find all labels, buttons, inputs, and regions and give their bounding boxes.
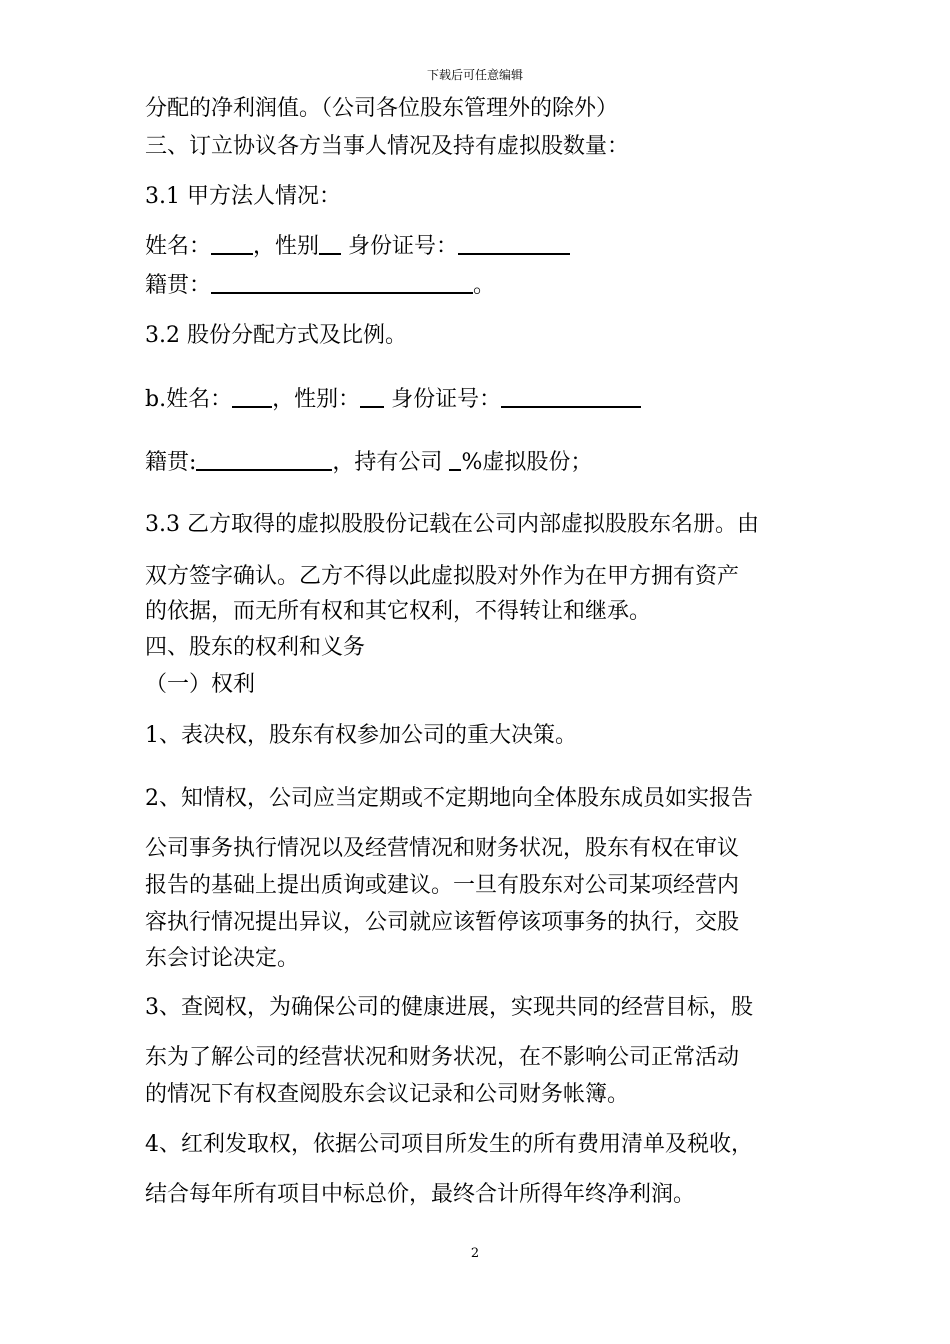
- page-number: 2: [470, 1246, 480, 1261]
- percent-blank: [449, 447, 461, 471]
- id-blank: [501, 384, 641, 408]
- subsection-heading: 3.2 股份分配方式及比例。: [145, 323, 407, 348]
- section-heading: 三、订立协议各方当事人情况及持有虚拟股数量：: [145, 134, 630, 159]
- form-b-row-2: [145, 447, 592, 478]
- text-line: 3.3 乙方取得的虚拟股股份记载在公司内部虚拟股股东名册。由: [145, 512, 759, 537]
- origin-blank: [211, 270, 473, 294]
- text-line: 报告的基础上提出质询或建议。一旦有股东对公司某项经营内: [145, 873, 740, 898]
- subsection-heading: 3.1 甲方法人情况：: [145, 184, 341, 209]
- name-label: 姓名：: [145, 234, 212, 259]
- gender-blank: [319, 231, 341, 255]
- text-line: 4、红利发取权，依据公司项目所发生的所有费用清单及税收，: [145, 1132, 753, 1157]
- form-a-row-2: [145, 270, 495, 301]
- hold-label: ，持有公司: [332, 450, 443, 475]
- page-header: 下载后可任意编辑: [426, 68, 523, 82]
- origin-label: 籍贯：: [145, 273, 212, 298]
- id-blank: [458, 231, 570, 255]
- text-line: 分配的净利润值。（公司各位股东管理外的除外）: [145, 96, 619, 121]
- text-line: 容执行情况提出异议，公司就应该暂停该项事务的执行，交股: [145, 910, 740, 935]
- form-b-row-1: [145, 384, 641, 415]
- origin-end: 。: [473, 273, 496, 298]
- text-line: 1、表决权，股东有权参加公司的重大决策。: [145, 723, 577, 748]
- origin-blank: [196, 447, 332, 471]
- section-heading: 四、股东的权利和义务: [145, 635, 366, 660]
- gender-label: ，性别：: [272, 387, 361, 412]
- form-a-row-1: [145, 231, 570, 262]
- name-blank: [211, 231, 253, 255]
- id-label: 身份证号：: [391, 387, 502, 412]
- gender-label: ，性别: [253, 234, 320, 259]
- gender-blank: [360, 384, 384, 408]
- name-label: b.姓名：: [145, 387, 233, 412]
- text-line: 的依据，而无所有权和其它权利，不得转让和继承。: [145, 599, 652, 624]
- text-line: 3、查阅权，为确保公司的健康进展，实现共同的经营目标，股: [145, 995, 753, 1020]
- id-label: 身份证号：: [348, 234, 459, 259]
- text-line: 结合每年所有项目中标总价，最终合计所得年终净利润。: [145, 1182, 696, 1207]
- subsection-heading: （一）权利: [145, 672, 256, 697]
- text-line: 2、知情权，公司应当定期或不定期地向全体股东成员如实报告: [145, 786, 753, 811]
- text-line: 东为了解公司的经营状况和财务状况，在不影响公司正常活动: [145, 1045, 740, 1070]
- text-line: 东会讨论决定。: [145, 946, 300, 971]
- percent-label: %虚拟股份；: [461, 450, 593, 475]
- text-line: 双方签字确认。乙方不得以此虚拟股对外作为在甲方拥有资产: [145, 564, 740, 589]
- text-line: 公司事务执行情况以及经营情况和财务状况，股东有权在审议: [145, 836, 740, 861]
- name-blank: [232, 384, 272, 408]
- origin-label: 籍贯:: [145, 450, 197, 475]
- text-line: 的情况下有权查阅股东会议记录和公司财务帐簿。: [145, 1082, 630, 1107]
